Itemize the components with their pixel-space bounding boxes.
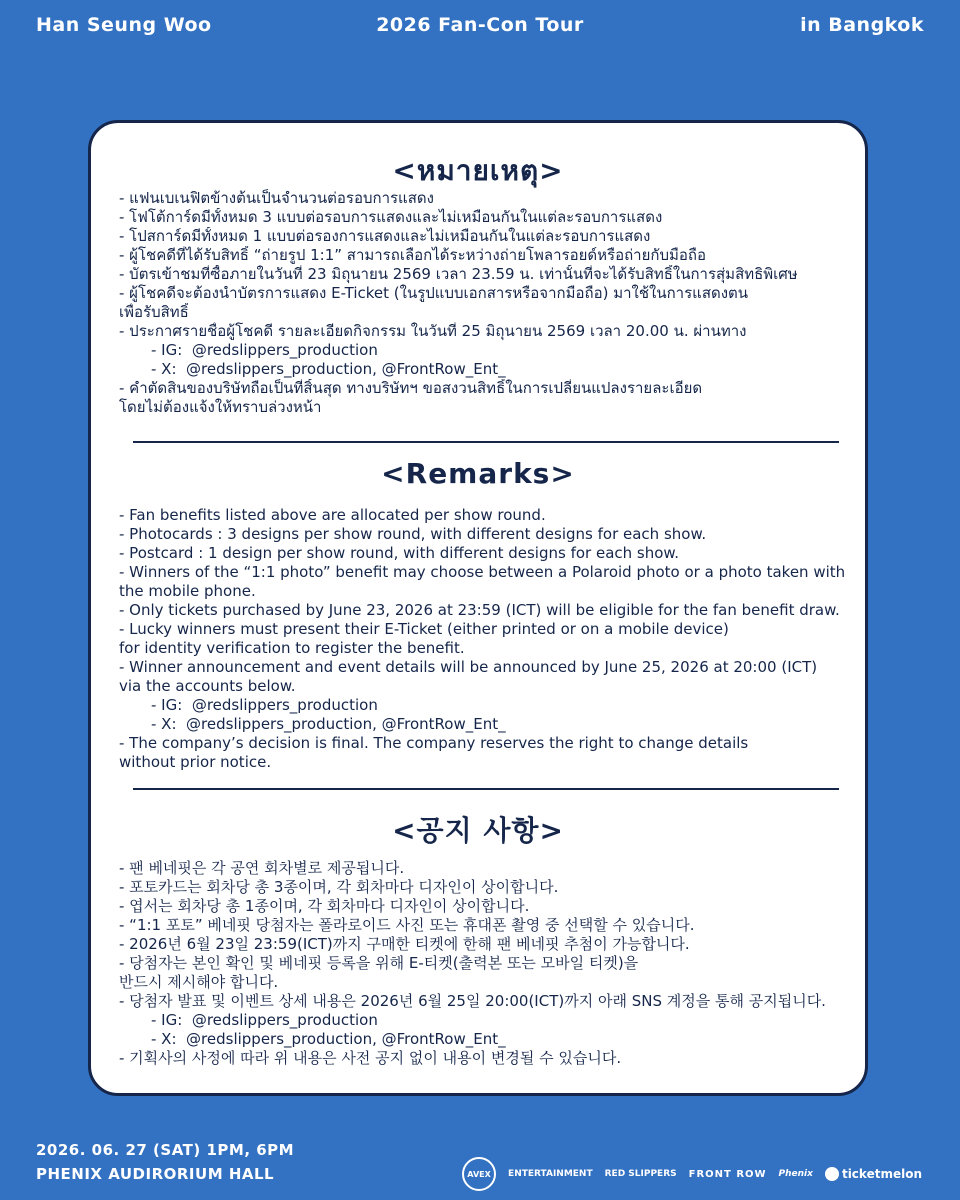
ticketmelon-icon bbox=[825, 1167, 839, 1181]
event-venue: PHENIX AUDIRORIUM HALL bbox=[36, 1165, 275, 1183]
list-item: - Lucky winners must present their E-Ticket (either printed or on a mobile device) bbox=[119, 620, 729, 638]
list-item: - 당첨자 발표 및 이벤트 상세 내용은 2026년 6월 25일 20:00(ICT)까지 아래 SNS 계정을 통해 공지됩니다. bbox=[119, 992, 826, 1010]
x-account: - X: @redslippers_production, @FrontRow_Ent_ bbox=[151, 360, 506, 378]
list-item: - 당첨자는 본인 확인 및 베네핏 등록을 위해 E-티켓(출력본 또는 모바일 티켓)을 bbox=[119, 954, 639, 972]
ticketmelon-label: ticketmelon bbox=[841, 1167, 922, 1181]
list-item: - 기획사의 사정에 따라 위 내용은 사전 공지 없이 내용이 변경될 수 있습니다. bbox=[119, 1049, 622, 1067]
list-item: via the accounts below. bbox=[119, 677, 296, 695]
list-item: - คำตัดสินของบริษัทถือเป็นที่สิ้นสุด ทางบริษัทฯ ขอสงวนสิทธิ์ในการเปลี่ยนแปลงรายละเอียด bbox=[119, 379, 703, 397]
event-info bbox=[36, 1138, 294, 1186]
list-item: - ประกาศรายชื่อผู้โชคดี รายละเอียดกิจกรรม ในวันที่ 25 มิถุนายน 2569 เวลา 20.00 น. ผ่านทาง bbox=[119, 322, 747, 340]
phenix-logo: Phenix bbox=[778, 1169, 813, 1179]
avex-entertainment-logo: ENTERTAINMENT bbox=[508, 1169, 593, 1179]
list-item: - โฟโต้การ์ดมีทั้งหมด 3 แบบต่อรอบการแสดงและไม่เหมือนกันในแต่ละรอบการแสดง bbox=[119, 208, 663, 226]
list-item: 반드시 제시해야 합니다. bbox=[119, 973, 279, 991]
list-item: - “1:1 포토” 베네핏 당첨자는 폴라로이드 사진 또는 휴대폰 촬영 중 선택할 수 있습니다. bbox=[119, 916, 695, 934]
front-row-logo: FRONT ROW bbox=[688, 1168, 767, 1180]
list-item: โดยไม่ต้องแจ้งให้ทราบล่วงหน้า bbox=[119, 398, 322, 416]
x-account: - X: @redslippers_production, @FrontRow_Ent_ bbox=[151, 1030, 506, 1048]
list-item: เพื่อรับสิทธิ์ bbox=[119, 303, 189, 321]
instagram-account: - IG: @redslippers_production bbox=[151, 341, 378, 359]
list-item: - แฟนเบเนฟิตข้างต้นเป็นจำนวนต่อรอบการแสดง bbox=[119, 189, 434, 207]
avex-logo-icon bbox=[462, 1157, 496, 1191]
instagram-account: - IG: @redslippers_production bbox=[151, 1011, 378, 1029]
list-item: - บัตรเข้าชมที่ซื้อภายในวันที่ 23 มิถุนายน 2569 เวลา 23.59 น. เท่านั้นที่จะได้รับสิทธิ์ในการสุ่มสิทธิพิเศษ bbox=[119, 265, 798, 283]
avex-mark: AVEX bbox=[467, 1169, 491, 1179]
list-item: - The company’s decision is final. The company reserves the right to change details bbox=[119, 734, 749, 752]
thai-remarks-list bbox=[119, 189, 845, 417]
list-item: - Winner announcement and event details will be announced by June 25, 2026 at 20:00 (ICT) bbox=[119, 658, 818, 676]
list-item: for identity verification to register the benefit. bbox=[119, 639, 465, 657]
korean-remarks-list bbox=[119, 859, 845, 1068]
list-item: - 엽서는 회차당 총 1종이며, 각 회차마다 디자인이 상이합니다. bbox=[119, 897, 530, 915]
red-slippers-logo: RED SLIPPERS bbox=[604, 1169, 677, 1179]
list-item: - โปสการ์ดมีทั้งหมด 1 แบบต่อรองการแสดงและไม่เหมือนกันในแต่ละรอบการแสดง bbox=[119, 227, 651, 245]
english-remarks-list bbox=[119, 506, 845, 772]
section-divider bbox=[133, 441, 839, 443]
artist-name: Han Seung Woo bbox=[36, 14, 212, 36]
top-header bbox=[36, 12, 924, 42]
notice-card bbox=[88, 120, 868, 1096]
korean-section-title: <공지 사항> bbox=[392, 814, 564, 847]
section-divider bbox=[133, 788, 839, 790]
list-item: - Postcard : 1 design per show round, with different designs for each show. bbox=[119, 544, 680, 562]
list-item: - Photocards : 3 designs per show round, with different designs for each show. bbox=[119, 525, 707, 543]
list-item: - Only tickets purchased by June 23, 2026 at 23:59 (ICT) will be eligible for the fan benefit draw. bbox=[119, 601, 840, 619]
list-item: - ผู้โชคดีจะต้องนำบัตรการแสดง E-Ticket (ในรูปแบบเอกสารหรือจากมือถือ) มาใช้ในการแสดงตน bbox=[119, 284, 749, 302]
english-section-title: <Remarks> bbox=[381, 457, 575, 490]
instagram-account: - IG: @redslippers_production bbox=[151, 696, 378, 714]
list-item: - 포토카드는 회차당 총 3종이며, 각 회차마다 디자인이 상이합니다. bbox=[119, 878, 559, 896]
sponsor-logos bbox=[462, 1156, 922, 1192]
tour-city: in Bangkok bbox=[800, 14, 924, 36]
list-item: without prior notice. bbox=[119, 753, 272, 771]
event-date: 2026. 06. 27 (SAT) 1PM, 6PM bbox=[36, 1141, 295, 1159]
list-item: - Fan benefits listed above are allocated per show round. bbox=[119, 506, 546, 524]
thai-section-title: <หมายเหตุ> bbox=[392, 154, 564, 187]
list-item: - ผู้โชคดีที่ได้รับสิทธิ์ “ถ่ายรูป 1:1” สามารถเลือกได้ระหว่างถ่ายโพลารอยด์หรือถ่ายกับมือถือ bbox=[119, 246, 706, 264]
ticketmelon-logo bbox=[825, 1167, 922, 1181]
list-item: - 팬 베네핏은 각 공연 회차별로 제공됩니다. bbox=[119, 859, 405, 877]
list-item: - Winners of the “1:1 photo” benefit may choose between a Polaroid photo or a photo taken with bbox=[119, 563, 845, 581]
x-account: - X: @redslippers_production, @FrontRow_Ent_ bbox=[151, 715, 506, 733]
tour-title: 2026 Fan-Con Tour bbox=[376, 14, 584, 36]
list-item: - 2026년 6월 23일 23:59(ICT)까지 구매한 티켓에 한해 팬 베네핏 추첨이 가능합니다. bbox=[119, 935, 690, 953]
list-item: the mobile phone. bbox=[119, 582, 256, 600]
